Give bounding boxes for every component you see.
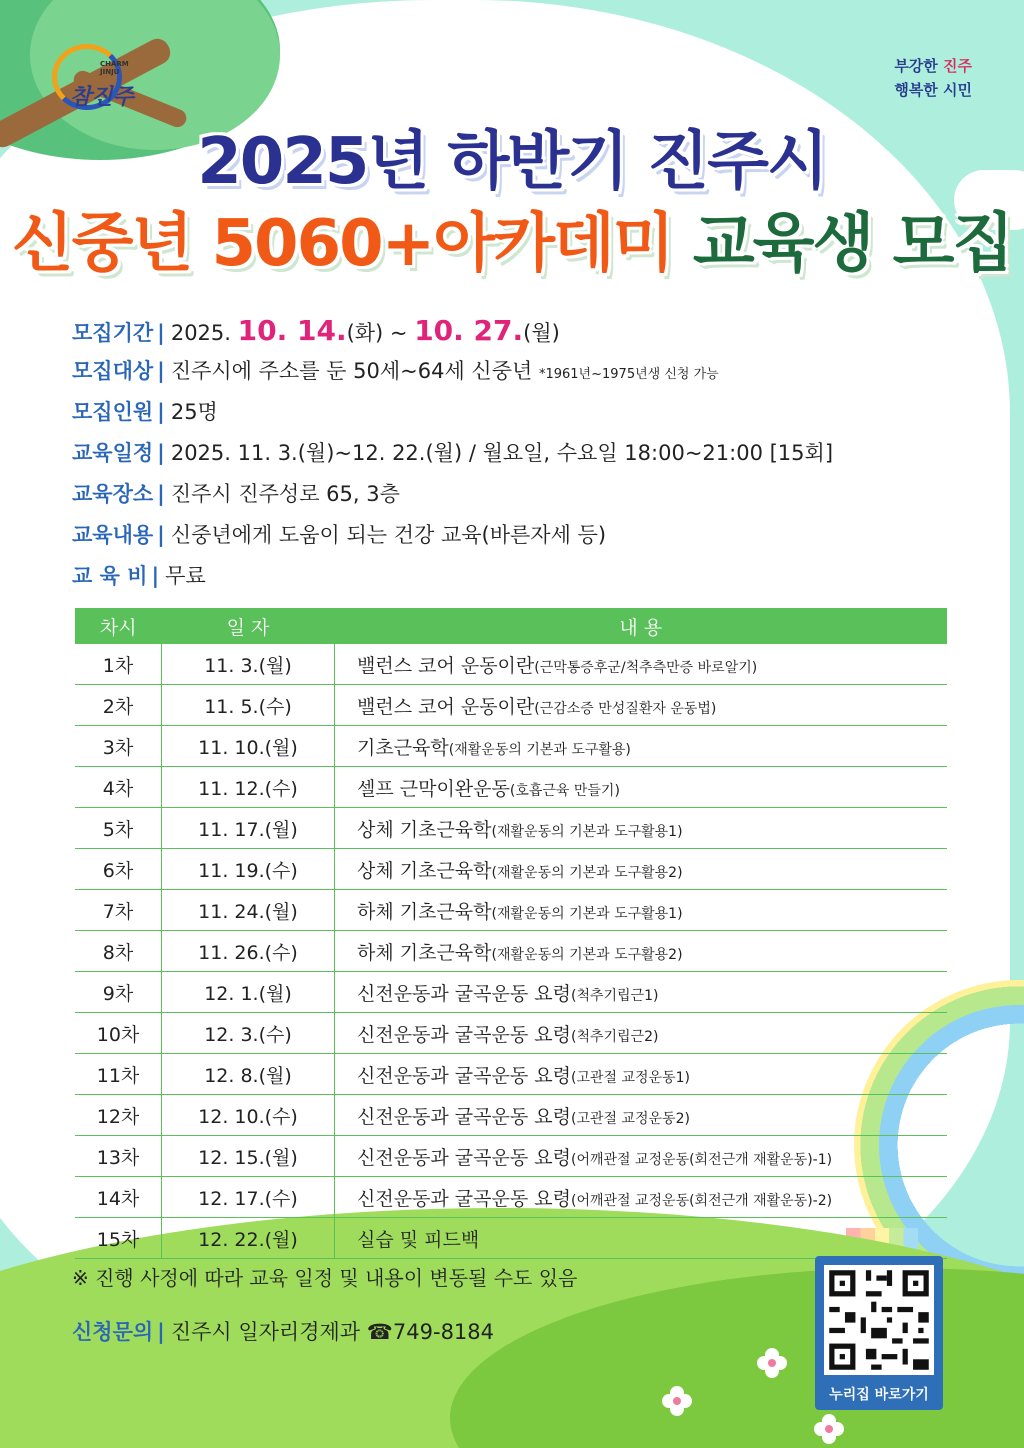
content-detail: (재활운동의 기본과 도구활용1) [491,905,683,922]
table-row [75,685,947,726]
title-recruit: 교육생 모집 [672,207,1013,281]
flower-icon [814,1414,844,1444]
date-cell: 12. 22.(월) [162,1218,335,1259]
slogan-highlight: 시민 [943,81,972,99]
info-label: 교육일정 [72,441,154,465]
column-header-session: 차시 [75,608,162,644]
content-main: 신전운동과 굴곡운동 요령 [357,982,571,1005]
date-cell: 12. 15.(월) [162,1136,335,1177]
content-main: 상체 기초근육학 [357,818,492,841]
date-cell: 11. 19.(수) [162,849,335,890]
flower-icon [757,1348,787,1378]
content-main: 밸런스 코어 운동이란 [357,695,535,718]
session-cell: 15차 [75,1218,162,1259]
content-cell [335,685,948,726]
info-label: 모집기간 [72,321,154,345]
info-count [72,392,833,433]
content-main: 신전운동과 굴곡운동 요령 [357,1146,571,1169]
date-cell: 11. 3.(월) [162,644,335,685]
content-main: 신전운동과 굴곡운동 요령 [357,1023,571,1046]
date-cell: 12. 8.(월) [162,1054,335,1095]
session-cell: 4차 [75,767,162,808]
content-detail: (고관절 교정운동1) [570,1069,690,1086]
content-detail: (어깨관절 교정운동(회전근개 재활운동)-1) [570,1151,833,1168]
separator: | [157,441,165,465]
content-main: 실습 및 피드백 [357,1228,480,1251]
session-cell: 5차 [75,808,162,849]
session-cell: 2차 [75,685,162,726]
table-row [75,726,947,767]
info-value: 무료 [165,564,206,588]
content-detail: (재활운동의 기본과 도구활용) [448,741,631,758]
info-place [72,474,833,515]
page-title-line1: 2025년 하반기 진주시 [197,125,827,199]
slogan-text: 행복한 [894,81,944,99]
column-header-date: 일 자 [162,608,335,644]
info-label: 교육내용 [72,523,154,547]
logo-text-en: CHARM JINJU [100,60,129,76]
info-value: 2025. [170,321,238,345]
table-row [75,767,947,808]
content-cell [335,1054,948,1095]
contact-label: 신청문의 [72,1320,154,1344]
content-cell [335,808,948,849]
session-cell: 3차 [75,726,162,767]
session-cell: 1차 [75,644,162,685]
info-period [72,310,833,351]
content-cell [335,644,948,685]
separator: | [157,482,165,506]
content-main: 기초근육학 [357,736,449,759]
session-cell: 7차 [75,890,162,931]
info-label: 모집대상 [72,359,154,383]
date-cell: 12. 3.(수) [162,1013,335,1054]
contact-info [72,1316,494,1346]
content-cell [335,931,948,972]
separator: | [157,321,165,345]
info-value: 진주시에 주소를 둔 50세~64세 신중년 [170,359,539,383]
separator: | [157,400,165,424]
date-cell: 11. 24.(월) [162,890,335,931]
content-detail: (재활운동의 기본과 도구활용1) [491,823,683,840]
title-program-name: 신중년 5060+아카데미 [11,207,673,281]
session-cell: 10차 [75,1013,162,1054]
info-note: *1961년~1975년생 신청 가능 [538,367,719,382]
content-main: 밸런스 코어 운동이란 [357,654,535,677]
content-cell [335,972,948,1013]
content-cell [335,767,948,808]
schedule-table [75,608,947,1259]
qr-label: 누리집 바로가기 [829,1387,929,1403]
content-detail: (고관절 교정운동2) [570,1110,690,1127]
content-cell [335,1177,948,1218]
table-row [75,890,947,931]
content-detail: (척추기립근2) [570,1028,659,1045]
content-main: 하체 기초근육학 [357,900,492,923]
content-detail: (재활운동의 기본과 도구활용2) [491,946,683,963]
page-title-line2 [0,192,1024,284]
content-detail: (재활운동의 기본과 도구활용2) [491,864,683,881]
logo-text-ko: 참진주 [70,85,134,110]
content-main: 신전운동과 굴곡운동 요령 [357,1187,571,1210]
content-cell [335,1095,948,1136]
table-row [75,1218,947,1259]
info-value: 진주시 진주성로 65, 3층 [170,482,400,506]
session-cell: 14차 [75,1177,162,1218]
table-row [75,1177,947,1218]
separator: | [157,523,165,547]
content-detail: (근막통증후군/척추측만증 바로알기) [534,659,758,676]
table-row [75,972,947,1013]
content-main: 하체 기초근육학 [357,941,492,964]
separator: | [157,359,165,383]
info-list [72,310,833,597]
qr-code-link[interactable] [815,1256,943,1410]
qr-code-icon [824,1265,934,1375]
content-cell [335,1013,948,1054]
date-cell: 11. 10.(월) [162,726,335,767]
info-schedule [72,433,833,474]
content-cell [335,1218,948,1259]
content-main: 상체 기초근육학 [357,859,492,882]
info-value: 25명 [170,400,218,424]
session-cell: 12차 [75,1095,162,1136]
date-cell: 12. 1.(월) [162,972,335,1013]
info-fee [72,556,833,597]
info-content [72,515,833,556]
content-main: 신전운동과 굴곡운동 요령 [357,1064,571,1087]
table-row [75,808,947,849]
table-row [75,1095,947,1136]
date-cell: 11. 5.(수) [162,685,335,726]
slogan-text: 부강한 [894,57,944,75]
separator: | [151,564,160,588]
date-cell: 12. 10.(수) [162,1095,335,1136]
content-detail: (어깨관절 교정운동(회전근개 재활운동)-2) [570,1192,833,1209]
table-row [75,1136,947,1177]
table-row [75,644,947,685]
slogan-highlight: 진주 [943,57,972,75]
table-row [75,931,947,972]
content-cell [335,1136,948,1177]
separator: | [157,1320,165,1344]
info-value: (화) ~ [346,321,415,345]
date-cell: 12. 17.(수) [162,1177,335,1218]
info-label: 교육장소 [72,482,154,506]
column-header-content: 내 용 [335,608,948,644]
session-cell: 6차 [75,849,162,890]
content-cell [335,890,948,931]
content-main: 셀프 근막이완운동 [357,777,510,800]
content-detail: (근감소증 만성질환자 운동법) [534,700,717,717]
end-date: 10. 27. [414,314,524,347]
start-date: 10. 14. [237,314,347,347]
info-label: 교 육 비 [72,564,148,588]
content-detail: (호흡근육 만들기) [509,782,620,799]
date-cell: 11. 17.(월) [162,808,335,849]
info-value: (월) [523,321,560,345]
date-cell: 11. 12.(수) [162,767,335,808]
session-cell: 11차 [75,1054,162,1095]
session-cell: 8차 [75,931,162,972]
content-main: 신전운동과 굴곡운동 요령 [357,1105,571,1128]
info-value: 신중년에게 도움이 되는 건강 교육(바른자세 등) [170,523,607,547]
contact-value: 진주시 일자리경제과 ☎749-8184 [170,1320,495,1344]
flower-icon [662,1386,692,1416]
session-cell: 13차 [75,1136,162,1177]
content-cell [335,726,948,767]
table-row [75,1054,947,1095]
change-notice: ※ 진행 사정에 따라 교육 일정 및 내용이 변동될 수도 있음 [72,1266,578,1290]
info-target [72,351,833,392]
date-cell: 11. 26.(수) [162,931,335,972]
content-detail: (척추기립근1) [570,987,659,1004]
table-body [75,644,947,1259]
info-value: 2025. 11. 3.(월)~12. 22.(월) / 월요일, 수요일 18:00~21:00 [15회] [170,441,834,465]
info-label: 모집인원 [72,400,154,424]
session-cell: 9차 [75,972,162,1013]
content-cell [335,849,948,890]
table-row [75,849,947,890]
city-slogan [894,54,972,102]
charm-jinju-logo [52,42,148,112]
table-row [75,1013,947,1054]
table-header-row [75,608,947,644]
